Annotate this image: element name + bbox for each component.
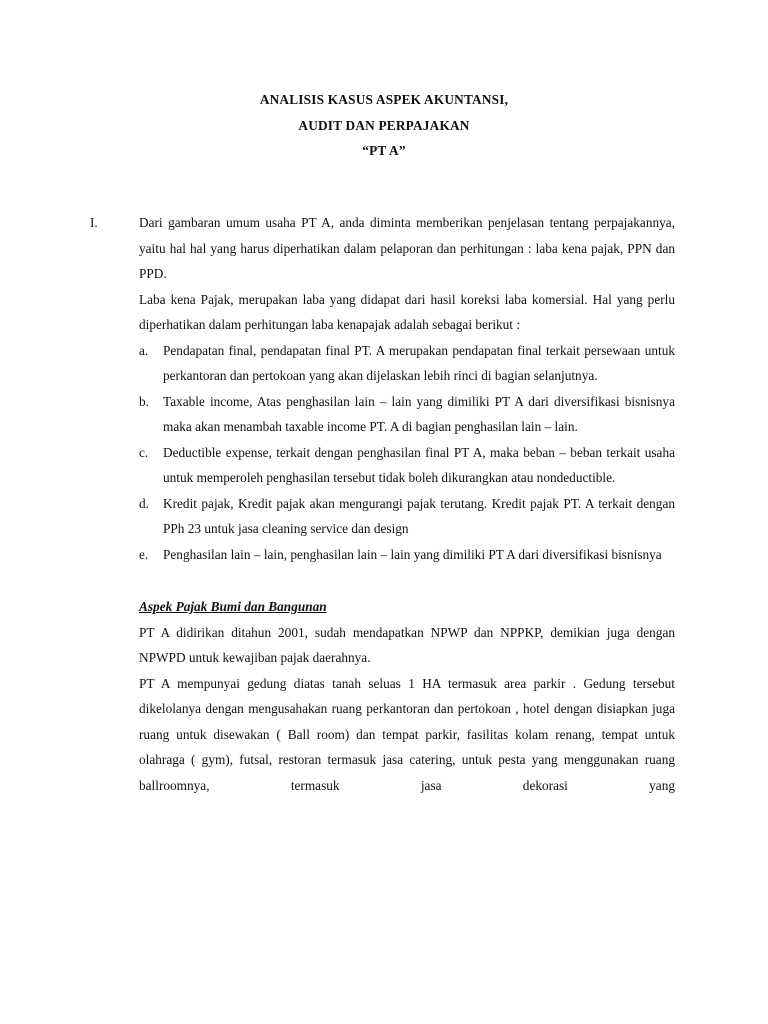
pbb-paragraph-1: PT A didirikan ditahun 2001, sudah mendapatkan NPWP dan NPPKP, demikian juga dengan NPWPD untuk kewajiban pajak daerahnya.: [139, 624, 675, 665]
pbb-paragraph-2: PT A mempunyai gedung diatas tanah seluas 1 HA termasuk area parkir . Gedung tersebut dikelolanya dengan mengusahakan ruang perkantoran dan pertokoan , hotel dengan disiapkan juga ruang untuk disewakan ( Ball room) dan tempat parkir, fasilitas kolam renang, tempat untuk olahraga ( gym), futsal, restoran termasuk jasa catering, untuk pesta yang menggunakan ruang ballroomnya, termasuk jasa dekorasi yang: [139, 675, 675, 793]
list-marker: d.: [139, 495, 149, 511]
list-marker: a.: [139, 342, 149, 358]
list-item: [139, 542, 675, 568]
list-item-text: Penghasilan lain – lain, penghasilan lain – lain yang dimiliki PT A dari diversifikasi bisnisnya: [163, 546, 662, 562]
list-item-text: Taxable income, Atas penghasilan lain – lain yang dimiliki PT A dari diversifikasi bisnisnya maka akan menambah taxable income PT. A di bagian penghasilan lain – lain.: [163, 393, 675, 434]
section-number: I.: [90, 215, 98, 230]
title-line-1: ANALISIS KASUS ASPEK AKUNTANSI,: [259, 92, 509, 107]
list-marker: e.: [139, 546, 149, 562]
title-line-2: AUDIT DAN PERPAJAKAN: [298, 117, 470, 133]
intro-paragraph: Dari gambaran umum usaha PT A, anda diminta memberikan penjelasan tentang perpajakannya, yaitu hal hal yang harus diperhatikan dalam pelaporan dan perhitungan : laba kena pajak, PPN dan PPD.: [139, 215, 675, 281]
list-item: [139, 440, 675, 491]
list-item-text: Deductible expense, terkait dengan penghasilan final PT A, maka beban – beban terkait usaha untuk memperoleh penghasilan tersebut tidak boleh dikurangkan atau nondeductible.: [163, 444, 675, 485]
title-line-3: “PT A”: [362, 143, 406, 158]
list-item: [139, 389, 675, 440]
list-item: [139, 491, 675, 542]
list-item-text: Kredit pajak, Kredit pajak akan mengurangi pajak terutang. Kredit pajak PT. A terkait dengan PPh 23 untuk jasa cleaning service dan design: [163, 495, 675, 536]
list-marker: b.: [139, 393, 149, 409]
document-title: [0, 87, 768, 164]
list-item-text: Pendapatan final, pendapatan final PT. A merupakan pendapatan final terkait persewaan untuk perkantoran dan pertokoan yang akan dijelaskan lebih rinci di bagian selanjutnya.: [163, 342, 675, 383]
pbb-subheading: Aspek Pajak Bumi dan Bangunan: [139, 599, 327, 614]
list-item: [139, 338, 675, 389]
list-marker: c.: [139, 444, 149, 460]
section-body: [139, 210, 675, 798]
tax-items-list: [139, 338, 675, 568]
laba-paragraph: Laba kena Pajak, merupakan laba yang didapat dari hasil koreksi laba komersial. Hal yang perlu diperhatikan dalam perhitungan laba kenapajak adalah sebagai berikut :: [139, 291, 675, 332]
